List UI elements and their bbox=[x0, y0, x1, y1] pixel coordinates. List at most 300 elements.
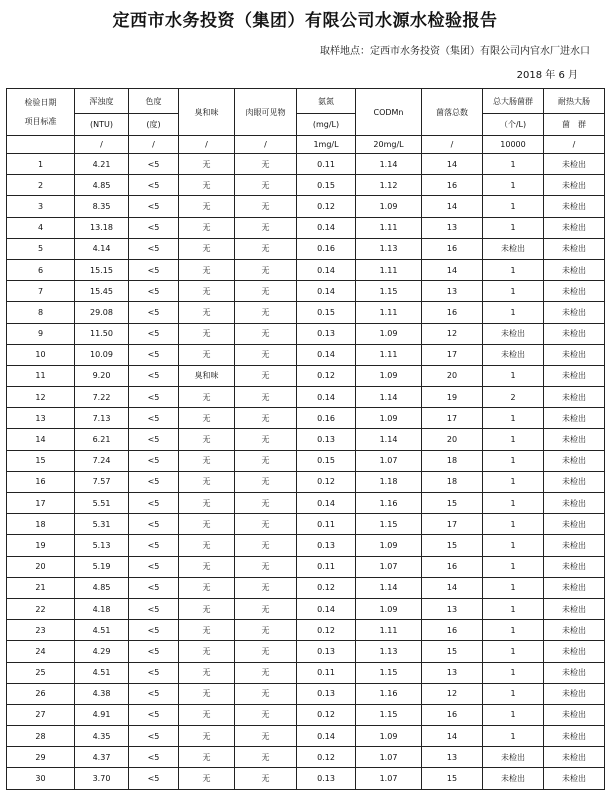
table-cell: 7.24 bbox=[75, 450, 129, 471]
table-cell: 未检出 bbox=[544, 662, 605, 683]
header-ammonia-label: 氨氮 bbox=[318, 96, 334, 106]
table-cell: 未检出 bbox=[544, 387, 605, 408]
table-cell: 无 bbox=[235, 556, 297, 577]
table-cell: 0.12 bbox=[297, 704, 356, 725]
table-cell: 1 bbox=[483, 365, 544, 386]
table-cell: 未检出 bbox=[544, 408, 605, 429]
table-cell: 4.91 bbox=[75, 704, 129, 725]
table-cell: 1 bbox=[483, 259, 544, 280]
table-cell: 19 bbox=[422, 387, 483, 408]
table-cell: 4.85 bbox=[75, 577, 129, 598]
table-row bbox=[7, 217, 605, 238]
standard-cell: / bbox=[235, 136, 297, 154]
header-coliform-unit: （个/L) bbox=[483, 114, 544, 136]
table-cell: 6 bbox=[7, 259, 75, 280]
table-cell: 0.14 bbox=[297, 387, 356, 408]
table-cell: 14 bbox=[422, 154, 483, 175]
table-cell: 4.18 bbox=[75, 598, 129, 619]
table-cell: 11 bbox=[7, 365, 75, 386]
table-cell: 无 bbox=[235, 302, 297, 323]
table-row bbox=[7, 238, 605, 259]
header-color bbox=[129, 89, 179, 114]
table-cell: <5 bbox=[129, 471, 179, 492]
table-cell: <5 bbox=[129, 408, 179, 429]
table-row bbox=[7, 493, 605, 514]
table-cell: 13 bbox=[422, 662, 483, 683]
table-cell: 无 bbox=[235, 683, 297, 704]
standard-cell: / bbox=[544, 136, 605, 154]
table-cell: 无 bbox=[235, 598, 297, 619]
table-cell: 4.21 bbox=[75, 154, 129, 175]
table-cell: 0.13 bbox=[297, 768, 356, 789]
table-cell: 无 bbox=[179, 281, 235, 302]
table-cell: 0.16 bbox=[297, 238, 356, 259]
table-cell: 1 bbox=[7, 154, 75, 175]
table-cell: 1.07 bbox=[356, 556, 422, 577]
table-cell: 18 bbox=[422, 450, 483, 471]
table-cell: 无 bbox=[179, 683, 235, 704]
header-visible-matter: 肉眼可见物 bbox=[235, 89, 297, 136]
table-cell: 无 bbox=[179, 408, 235, 429]
table-cell: <5 bbox=[129, 259, 179, 280]
table-cell: 1 bbox=[483, 598, 544, 619]
table-cell: 1.15 bbox=[356, 281, 422, 302]
table-row bbox=[7, 514, 605, 535]
table-cell: <5 bbox=[129, 683, 179, 704]
standard-blank-cell bbox=[7, 136, 75, 154]
table-cell: 无 bbox=[179, 429, 235, 450]
table-cell: 未检出 bbox=[544, 450, 605, 471]
table-cell: 1 bbox=[483, 471, 544, 492]
table-cell: 1.11 bbox=[356, 620, 422, 641]
table-row bbox=[7, 450, 605, 471]
table-row bbox=[7, 281, 605, 302]
table-cell: 无 bbox=[235, 747, 297, 768]
table-cell: 15 bbox=[422, 641, 483, 662]
table-cell: 1 bbox=[483, 556, 544, 577]
table-cell: 无 bbox=[179, 493, 235, 514]
table-cell: <5 bbox=[129, 217, 179, 238]
table-cell: 0.11 bbox=[297, 556, 356, 577]
table-cell: 无 bbox=[179, 217, 235, 238]
table-row bbox=[7, 620, 605, 641]
table-cell: 14 bbox=[422, 726, 483, 747]
table-cell: 15.15 bbox=[75, 259, 129, 280]
table-cell: <5 bbox=[129, 704, 179, 725]
table-cell: 1 bbox=[483, 620, 544, 641]
table-row bbox=[7, 704, 605, 725]
table-cell: 26 bbox=[7, 683, 75, 704]
table-cell: 未检出 bbox=[544, 154, 605, 175]
standard-cell: / bbox=[179, 136, 235, 154]
table-cell: 12 bbox=[422, 323, 483, 344]
table-cell: 1.11 bbox=[356, 302, 422, 323]
table-cell: 无 bbox=[179, 662, 235, 683]
table-cell: 未检出 bbox=[544, 556, 605, 577]
table-cell: 1.09 bbox=[356, 726, 422, 747]
header-ammonia bbox=[297, 89, 356, 114]
table-cell: 1.09 bbox=[356, 323, 422, 344]
table-cell: 1 bbox=[483, 217, 544, 238]
table-cell: 无 bbox=[179, 238, 235, 259]
table-cell: 无 bbox=[235, 408, 297, 429]
table-cell: 5.31 bbox=[75, 514, 129, 535]
table-cell: 20 bbox=[7, 556, 75, 577]
table-cell: 无 bbox=[235, 450, 297, 471]
standards-row bbox=[7, 136, 605, 154]
table-cell: 1.13 bbox=[356, 641, 422, 662]
table-cell: 0.14 bbox=[297, 493, 356, 514]
table-cell: 无 bbox=[179, 259, 235, 280]
table-cell: 17 bbox=[422, 408, 483, 429]
table-cell: 无 bbox=[235, 217, 297, 238]
header-thermotolerant-unit: 菌 群 bbox=[544, 114, 605, 136]
table-cell: 1.14 bbox=[356, 387, 422, 408]
table-cell: 未检出 bbox=[544, 768, 605, 789]
table-row bbox=[7, 598, 605, 619]
table-cell: 无 bbox=[235, 429, 297, 450]
table-cell: 无 bbox=[235, 387, 297, 408]
table-row bbox=[7, 429, 605, 450]
table-cell: 1.09 bbox=[356, 196, 422, 217]
table-cell: 无 bbox=[235, 662, 297, 683]
table-cell: 无 bbox=[235, 259, 297, 280]
table-cell: 1 bbox=[483, 704, 544, 725]
table-cell: 1.11 bbox=[356, 344, 422, 365]
table-cell: 无 bbox=[235, 493, 297, 514]
table-cell: 20 bbox=[422, 365, 483, 386]
table-cell: <5 bbox=[129, 238, 179, 259]
table-cell: 未检出 bbox=[544, 493, 605, 514]
table-row bbox=[7, 768, 605, 789]
table-cell: 0.12 bbox=[297, 620, 356, 641]
table-cell: <5 bbox=[129, 726, 179, 747]
table-cell: 0.12 bbox=[297, 365, 356, 386]
table-cell: 无 bbox=[179, 471, 235, 492]
header-odor: 臭和味 bbox=[179, 89, 235, 136]
table-cell: 18 bbox=[7, 514, 75, 535]
standard-cell: / bbox=[129, 136, 179, 154]
table-cell: 0.12 bbox=[297, 471, 356, 492]
table-cell: <5 bbox=[129, 387, 179, 408]
table-cell: 1.15 bbox=[356, 514, 422, 535]
table-row bbox=[7, 344, 605, 365]
table-row bbox=[7, 175, 605, 196]
table-cell: 7.13 bbox=[75, 408, 129, 429]
table-cell: 4.51 bbox=[75, 662, 129, 683]
table-cell: 无 bbox=[179, 450, 235, 471]
table-cell: 14 bbox=[422, 259, 483, 280]
table-cell: 17 bbox=[422, 514, 483, 535]
table-cell: <5 bbox=[129, 620, 179, 641]
table-cell: 未检出 bbox=[544, 747, 605, 768]
table-cell: <5 bbox=[129, 747, 179, 768]
table-cell: <5 bbox=[129, 302, 179, 323]
table-cell: 14 bbox=[7, 429, 75, 450]
table-cell: 16 bbox=[7, 471, 75, 492]
table-row bbox=[7, 683, 605, 704]
table-cell: 无 bbox=[179, 387, 235, 408]
table-cell: 无 bbox=[235, 514, 297, 535]
table-cell: 10.09 bbox=[75, 344, 129, 365]
table-cell: 8 bbox=[7, 302, 75, 323]
table-cell: 5.13 bbox=[75, 535, 129, 556]
table-cell: 1.14 bbox=[356, 577, 422, 598]
table-cell: 无 bbox=[179, 577, 235, 598]
table-cell: 1.13 bbox=[356, 238, 422, 259]
table-cell: <5 bbox=[129, 662, 179, 683]
table-cell: 未检出 bbox=[483, 747, 544, 768]
table-cell: 15 bbox=[422, 535, 483, 556]
table-cell: 12 bbox=[422, 683, 483, 704]
table-cell: 未检出 bbox=[483, 238, 544, 259]
table-row bbox=[7, 387, 605, 408]
table-cell: 3.70 bbox=[75, 768, 129, 789]
table-cell: 15 bbox=[422, 493, 483, 514]
table-cell: 未检出 bbox=[544, 196, 605, 217]
table-cell: 1 bbox=[483, 683, 544, 704]
table-row bbox=[7, 535, 605, 556]
table-row bbox=[7, 577, 605, 598]
table-cell: <5 bbox=[129, 365, 179, 386]
table-cell: 无 bbox=[235, 154, 297, 175]
table-cell: 4.85 bbox=[75, 175, 129, 196]
table-cell: 1.16 bbox=[356, 493, 422, 514]
standard-cell: 10000 bbox=[483, 136, 544, 154]
table-row bbox=[7, 154, 605, 175]
header-coliform bbox=[483, 89, 544, 114]
table-cell: 18 bbox=[422, 471, 483, 492]
header-turbidity bbox=[75, 89, 129, 114]
table-cell: 0.12 bbox=[297, 196, 356, 217]
table-row bbox=[7, 408, 605, 429]
table-cell: 15 bbox=[7, 450, 75, 471]
table-cell: 无 bbox=[179, 598, 235, 619]
table-cell: 1.15 bbox=[356, 662, 422, 683]
table-cell: 无 bbox=[235, 577, 297, 598]
standard-cell: 20mg/L bbox=[356, 136, 422, 154]
table-cell: 13 bbox=[422, 281, 483, 302]
table-cell: 1 bbox=[483, 429, 544, 450]
table-cell: 未检出 bbox=[544, 175, 605, 196]
table-cell: 未检出 bbox=[544, 471, 605, 492]
table-cell: 无 bbox=[179, 641, 235, 662]
table-cell: 未检出 bbox=[544, 620, 605, 641]
table-cell: 1 bbox=[483, 450, 544, 471]
table-cell: 16 bbox=[422, 302, 483, 323]
table-cell: 25 bbox=[7, 662, 75, 683]
table-cell: 未检出 bbox=[483, 768, 544, 789]
table-row bbox=[7, 259, 605, 280]
table-cell: 1.12 bbox=[356, 175, 422, 196]
table-cell: 7.57 bbox=[75, 471, 129, 492]
table-cell: 无 bbox=[235, 175, 297, 196]
table-cell: 28 bbox=[7, 726, 75, 747]
table-cell: 1 bbox=[483, 493, 544, 514]
table-cell: 未检出 bbox=[544, 344, 605, 365]
table-cell: 0.13 bbox=[297, 429, 356, 450]
table-cell: 17 bbox=[7, 493, 75, 514]
table-row bbox=[7, 641, 605, 662]
table-cell: <5 bbox=[129, 175, 179, 196]
table-cell: 5.51 bbox=[75, 493, 129, 514]
table-cell: 4.51 bbox=[75, 620, 129, 641]
table-cell: <5 bbox=[129, 154, 179, 175]
table-cell: 无 bbox=[235, 620, 297, 641]
table-cell: 0.13 bbox=[297, 641, 356, 662]
table-cell: 无 bbox=[179, 154, 235, 175]
table-cell: 4.29 bbox=[75, 641, 129, 662]
table-row bbox=[7, 323, 605, 344]
table-cell: 0.13 bbox=[297, 683, 356, 704]
table-cell: 无 bbox=[235, 365, 297, 386]
table-cell: 5.19 bbox=[75, 556, 129, 577]
table-cell: <5 bbox=[129, 196, 179, 217]
table-cell: 0.13 bbox=[297, 323, 356, 344]
water-quality-table bbox=[6, 88, 605, 790]
standard-cell: / bbox=[75, 136, 129, 154]
table-cell: <5 bbox=[129, 450, 179, 471]
table-cell: 0.15 bbox=[297, 175, 356, 196]
table-cell: 无 bbox=[179, 768, 235, 789]
table-cell: 无 bbox=[179, 196, 235, 217]
table-cell: 未检出 bbox=[544, 598, 605, 619]
table-cell: 无 bbox=[235, 768, 297, 789]
table-cell: 未检出 bbox=[544, 641, 605, 662]
table-cell: 无 bbox=[179, 175, 235, 196]
table-cell: 1.09 bbox=[356, 408, 422, 429]
table-cell: 9 bbox=[7, 323, 75, 344]
table-row bbox=[7, 365, 605, 386]
table-cell: 0.14 bbox=[297, 281, 356, 302]
table-cell: 10 bbox=[7, 344, 75, 365]
table-cell: 0.14 bbox=[297, 217, 356, 238]
table-cell: 无 bbox=[179, 514, 235, 535]
table-row bbox=[7, 747, 605, 768]
table-cell: 27 bbox=[7, 704, 75, 725]
table-cell: <5 bbox=[129, 598, 179, 619]
table-cell: 3 bbox=[7, 196, 75, 217]
table-cell: 无 bbox=[235, 535, 297, 556]
table-cell: 9.20 bbox=[75, 365, 129, 386]
header-color-unit: (度) bbox=[129, 114, 179, 136]
table-row bbox=[7, 662, 605, 683]
table-cell: 未检出 bbox=[483, 323, 544, 344]
table-cell: 1.09 bbox=[356, 598, 422, 619]
table-cell: 12 bbox=[7, 387, 75, 408]
table-cell: 24 bbox=[7, 641, 75, 662]
table-cell: 29 bbox=[7, 747, 75, 768]
header-ammonia-unit: (mg/L) bbox=[297, 114, 356, 136]
table-cell: 1 bbox=[483, 281, 544, 302]
table-cell: 0.11 bbox=[297, 154, 356, 175]
table-cell: 4.37 bbox=[75, 747, 129, 768]
table-cell: 0.12 bbox=[297, 747, 356, 768]
table-cell: 0.14 bbox=[297, 598, 356, 619]
table-cell: <5 bbox=[129, 556, 179, 577]
table-cell: 1 bbox=[483, 154, 544, 175]
table-cell: 1.16 bbox=[356, 683, 422, 704]
table-cell: 无 bbox=[235, 471, 297, 492]
table-cell: 1.14 bbox=[356, 429, 422, 450]
header-thermotolerant-label: 耐热大肠 bbox=[558, 96, 590, 106]
table-cell: 无 bbox=[179, 747, 235, 768]
table-cell: 2 bbox=[483, 387, 544, 408]
table-cell: <5 bbox=[129, 514, 179, 535]
table-cell: <5 bbox=[129, 344, 179, 365]
table-cell: 未检出 bbox=[544, 577, 605, 598]
table-cell: 0.14 bbox=[297, 259, 356, 280]
table-cell: 0.14 bbox=[297, 726, 356, 747]
table-cell: 无 bbox=[179, 535, 235, 556]
table-row bbox=[7, 556, 605, 577]
table-cell: 11.50 bbox=[75, 323, 129, 344]
table-cell: 4.35 bbox=[75, 726, 129, 747]
table-cell: 无 bbox=[235, 726, 297, 747]
table-cell: 未检出 bbox=[483, 344, 544, 365]
report-date: 2018 年 6 月 bbox=[516, 70, 578, 81]
table-cell: 1.18 bbox=[356, 471, 422, 492]
table-cell: 无 bbox=[235, 641, 297, 662]
table-cell: 8.35 bbox=[75, 196, 129, 217]
table-cell: 1 bbox=[483, 302, 544, 323]
table-cell: 7.22 bbox=[75, 387, 129, 408]
table-cell: <5 bbox=[129, 641, 179, 662]
table-cell: 7 bbox=[7, 281, 75, 302]
table-cell: <5 bbox=[129, 429, 179, 450]
table-cell: 无 bbox=[179, 704, 235, 725]
table-cell: 15.45 bbox=[75, 281, 129, 302]
table-cell: 未检出 bbox=[544, 217, 605, 238]
table-cell: 未检出 bbox=[544, 323, 605, 344]
header-colony: 菌落总数 bbox=[422, 89, 483, 136]
table-cell: 0.13 bbox=[297, 535, 356, 556]
table-row bbox=[7, 726, 605, 747]
table-cell: 无 bbox=[179, 323, 235, 344]
table-cell: 16 bbox=[422, 620, 483, 641]
table-cell: <5 bbox=[129, 281, 179, 302]
table-cell: 1 bbox=[483, 641, 544, 662]
table-cell: 4 bbox=[7, 217, 75, 238]
table-cell: 13 bbox=[422, 598, 483, 619]
table-cell: 5 bbox=[7, 238, 75, 259]
header-item-standard-label: 项目标准 bbox=[24, 117, 57, 126]
header-thermotolerant bbox=[544, 89, 605, 114]
table-cell: 未检出 bbox=[544, 238, 605, 259]
table-cell: 4.14 bbox=[75, 238, 129, 259]
table-cell: 17 bbox=[422, 344, 483, 365]
sampling-location: 取样地点：定西市水务投资（集团）有限公司内官水厂进水口 bbox=[320, 46, 590, 57]
table-cell: 未检出 bbox=[544, 429, 605, 450]
table-cell: 13 bbox=[422, 747, 483, 768]
table-cell: 无 bbox=[235, 344, 297, 365]
table-cell: 16 bbox=[422, 175, 483, 196]
table-cell: <5 bbox=[129, 577, 179, 598]
table-cell: 0.12 bbox=[297, 577, 356, 598]
table-cell: 1 bbox=[483, 175, 544, 196]
standard-cell: 1mg/L bbox=[297, 136, 356, 154]
table-cell: 0.14 bbox=[297, 344, 356, 365]
table-cell: 23 bbox=[7, 620, 75, 641]
table-cell: 未检出 bbox=[544, 514, 605, 535]
report-title: 定西市水务投资（集团）有限公司水源水检验报告 bbox=[112, 11, 498, 31]
table-cell: 13 bbox=[422, 217, 483, 238]
table-cell: 未检出 bbox=[544, 683, 605, 704]
table-cell: 1.07 bbox=[356, 747, 422, 768]
table-cell: <5 bbox=[129, 535, 179, 556]
table-cell: 6.21 bbox=[75, 429, 129, 450]
table-cell: 1.11 bbox=[356, 217, 422, 238]
